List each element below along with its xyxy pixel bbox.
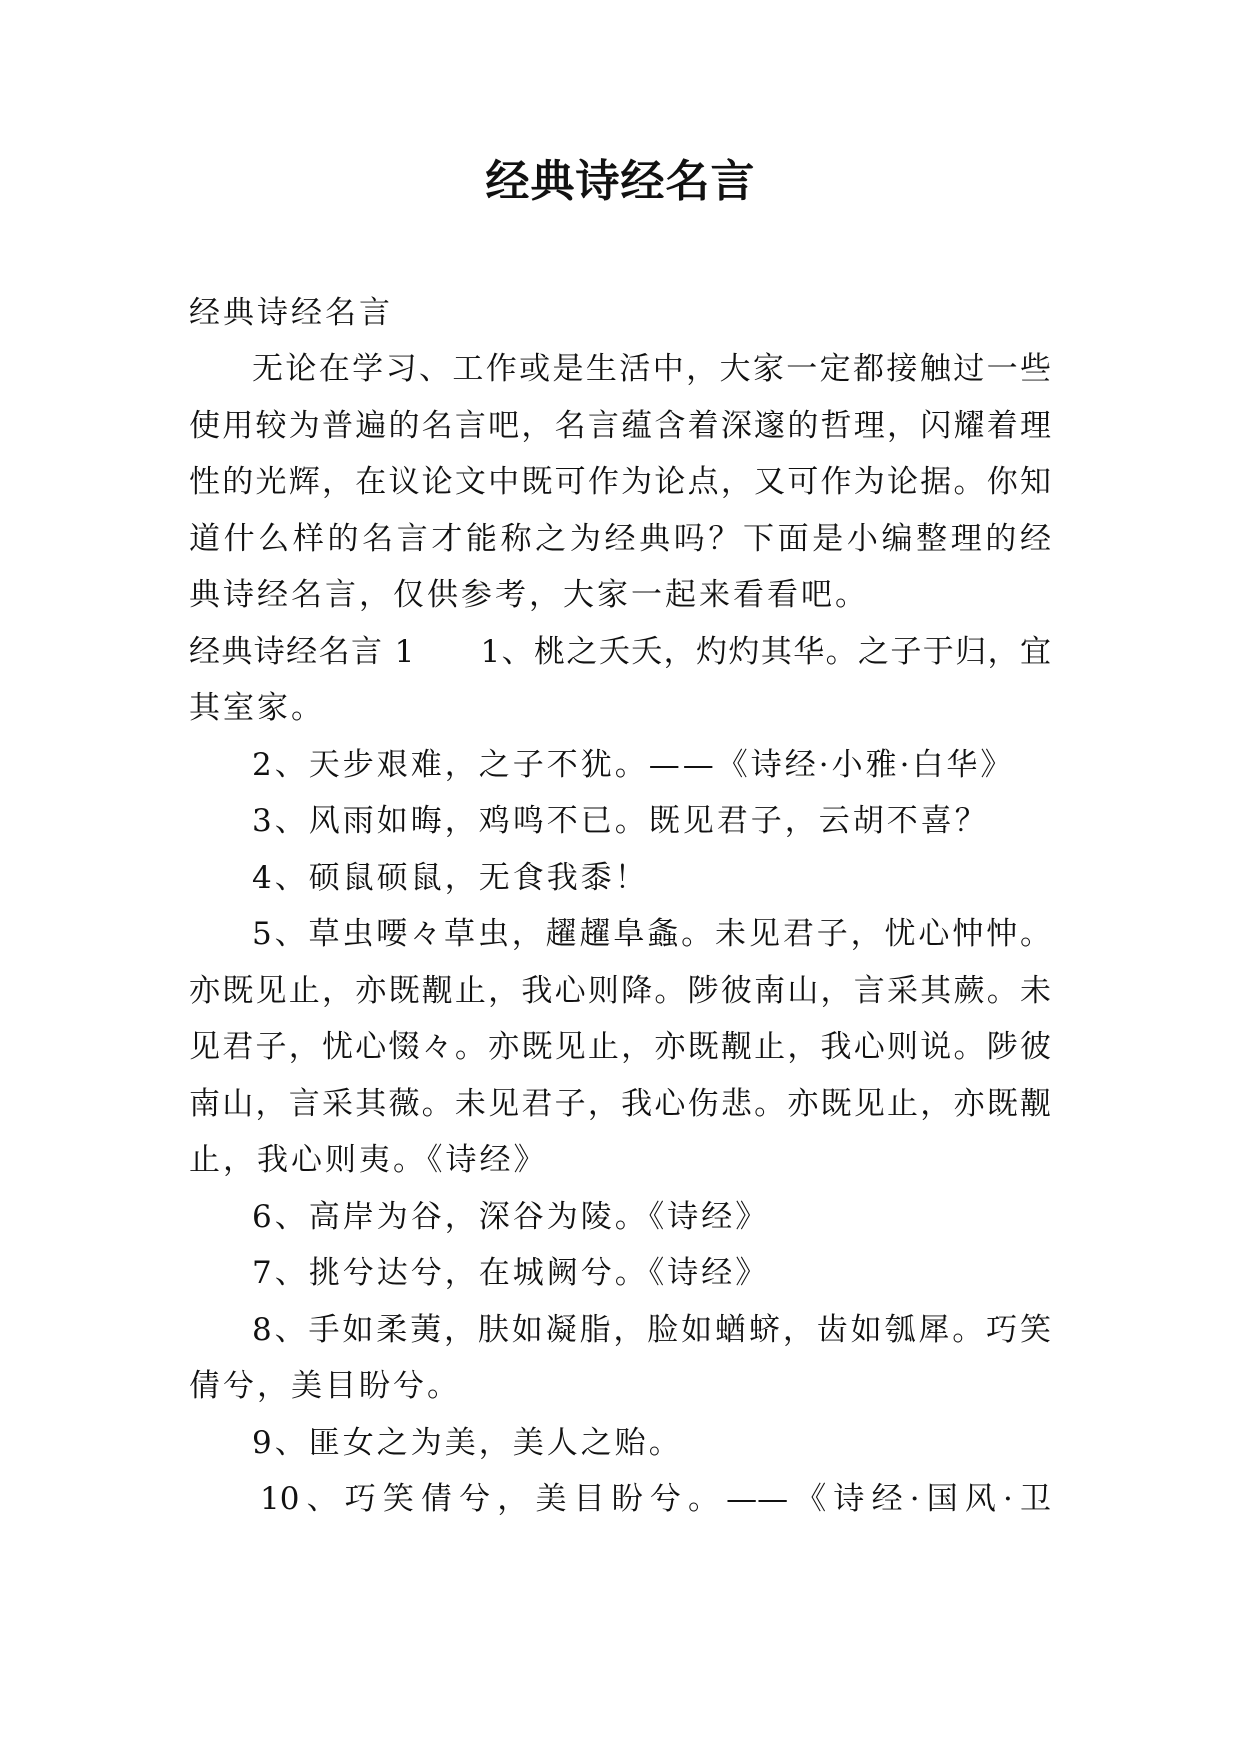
paragraph-line: 经典诗经名言 1 1、桃之夭夭，灼灼其华。之子于归，宜 xyxy=(189,634,1051,670)
paragraph-line: 见君子，忧心惙々。亦既见止，亦既觏止，我心则说。陟彼 xyxy=(189,1029,1051,1065)
document-title: 经典诗经名言 xyxy=(485,156,756,207)
quote-item: 8、手如柔荑，肤如凝脂，脸如蝤蛴，齿如瓠犀。巧笑 xyxy=(252,1312,1051,1348)
paragraph-line: 性的光辉，在议论文中既可作为论点，又可作为论据。你知 xyxy=(189,464,1051,500)
paragraph-line: 亦既见止，亦既觏止，我心则降。陟彼南山，言采其蕨。未 xyxy=(189,973,1051,1009)
quote-item: 3、风雨如晦，鸡鸣不已。既见君子，云胡不喜？ xyxy=(252,803,989,839)
paragraph-line: 使用较为普遍的名言吧，名言蕴含着深邃的哲理，闪耀着理 xyxy=(189,408,1051,444)
paragraph-line: 无论在学习、工作或是生活中，大家一定都接触过一些 xyxy=(252,351,1051,387)
quote-item: 9、匪女之为美，美人之贻。 xyxy=(252,1425,683,1461)
paragraph-line: 止，我心则夷。《诗经》 xyxy=(189,1142,548,1178)
paragraph-line: 倩兮，美目盼兮。 xyxy=(189,1368,461,1404)
quote-item: 10、巧笑倩兮，美目盼兮。——《诗经·国风·卫 xyxy=(260,1481,1051,1517)
quote-item: 6、高岸为谷，深谷为陵。《诗经》 xyxy=(252,1199,770,1235)
quote-item: 4、硕鼠硕鼠，无食我黍！ xyxy=(252,860,649,896)
paragraph-line: 其室家。 xyxy=(189,690,325,726)
section-heading: 经典诗经名言 xyxy=(189,295,393,331)
paragraph-line: 南山，言采其薇。未见君子，我心伤悲。亦既见止，亦既觏 xyxy=(189,1086,1051,1122)
paragraph-line: 典诗经名言，仅供参考，大家一起来看看吧。 xyxy=(189,577,869,613)
paragraph-line: 道什么样的名言才能称之为经典吗？下面是小编整理的经 xyxy=(189,521,1051,557)
quote-item: 7、挑兮达兮，在城阙兮。《诗经》 xyxy=(252,1255,770,1291)
quote-item: 2、天步艰难，之子不犹。——《诗经·小雅·白华》 xyxy=(252,747,1015,783)
quote-item: 5、草虫喓々草虫，趯趯阜螽。未见君子，忧心忡忡。 xyxy=(252,916,1051,952)
